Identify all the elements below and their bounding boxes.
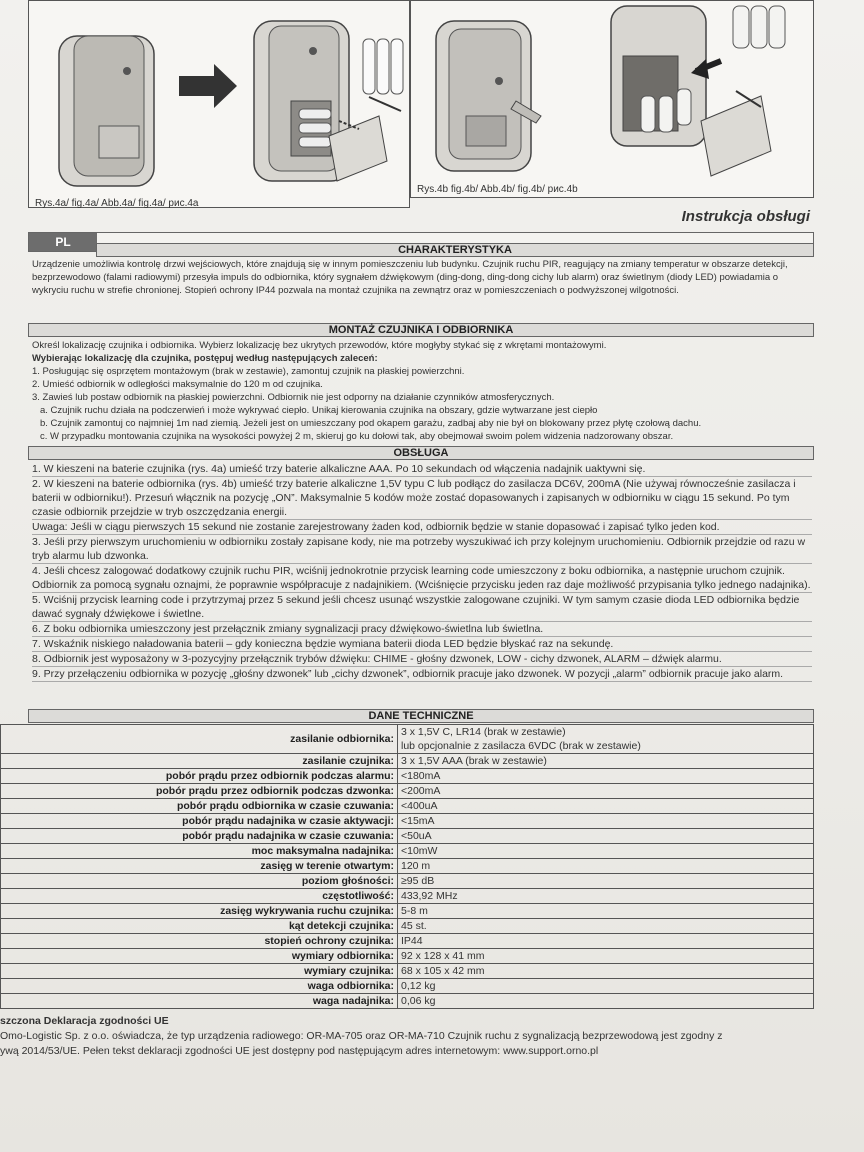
- operation-item: 2. W kieszeni na baterie odbiornika (rys. 4b) umieść trzy baterie alkaliczne 1,5V typu C lub podłącz do zasilacza DC6V, 200mA (Nie używaj równocześnie zasilacza i baterii w odbiorniku!). Przesuń włącznik na pozycję „ON”. Maksymalnie 5 kodów może zostać dopasowanych i zapisanych w odbiorniku w ciągu 15 sekund. Po tym czasie odbiornik przejdzie w tryb oszczędzania energii.: [32, 477, 812, 520]
- figure-4a-caption: Rys.4a/ fig.4a/ Abb.4a/ fig.4a/ рис.4a: [35, 198, 199, 209]
- tech-key: poziom głośności:: [1, 874, 398, 889]
- header: [28, 206, 814, 232]
- tech-row: [1, 949, 814, 964]
- mounting-heading: MONTAŻ CZUJNIKA I ODBIORNIKA: [28, 323, 814, 337]
- mounting-subitem: a. Czujnik ruchu działa na podczerwień i może wykrywać ciepło. Unikaj kierowania czujnika na obszary, gdzie wytwarzane jest ciepło: [40, 405, 598, 416]
- tech-value: IP44: [398, 934, 814, 949]
- operation-item: 8. Odbiornik jest wyposażony w 3-pozycyjny przełącznik trybów dźwięku: CHIME - głośny dzwonek, LOW - cichy dzwonek, ALARM – dźwięk alarmu.: [32, 652, 812, 667]
- tech-value: <10mW: [398, 844, 814, 859]
- mounting-subitem: c. W przypadku montowania czujnika na wysokości powyżej 2 m, skieruj go ku dołowi tak, aby obejmował swoim polem widzenia nadzorowany obszar.: [40, 431, 674, 442]
- tech-key: pobór prądu przez odbiornik podczas dzwonka:: [1, 784, 398, 799]
- tech-key: pobór prądu odbiornika w czasie czuwania:: [1, 799, 398, 814]
- tech-row: [1, 919, 814, 934]
- operation-section: [32, 462, 812, 682]
- declaration-line: Omo-Logistic Sp. z o.o. oświadcza, że typ urządzenia radiowego: OR-MA-705 oraz OR-MA-710 Czujnik ruchu z sygnalizacją bezprzewodową jest zgodny z: [0, 1030, 723, 1042]
- figure-4b-illustration: [411, 1, 815, 187]
- characteristics-text: Urządzenie umożliwia kontrolę drzwi wejściowych, które znajdują się w innym pomieszczeniu lub budynku. Czujnik ruchu PIR, reagujący na zmiany temperatur w obszarze detekcji, bezprzewodowo (falami radiowymi) przesyła impuls do odbiornika, który sygnałem dźwiękowym (ding-dong, ding-dong cichy lub alarm) oraz świetlnym (diody LED) powiadamia o wykryciu ruchu w strefie chronionej. Stopień ochrony IP44 pozwala na montaż czujnika na zewnątrz oraz w pomieszczeniach o podwyższonej wilgotności.: [32, 259, 788, 296]
- tech-value: 120 m: [398, 859, 814, 874]
- tech-row: [1, 784, 814, 799]
- tech-heading: DANE TECHNICZNE: [28, 709, 814, 723]
- tech-row: [1, 979, 814, 994]
- figure-4a-illustration: [29, 1, 411, 201]
- tech-key: zasilanie czujnika:: [1, 754, 398, 769]
- tech-row: [1, 754, 814, 769]
- operation-item: 4. Jeśli chcesz zalogować dodatkowy czujnik ruchu PIR, wciśnij jednokrotnie przycisk learning code umieszczony z boku odbiornika, a następnie uruchom czujnik. Odbiornik za pomocą sygnału oznajmi, że poprawnie współpracuje z nadajnikiem. (Wciśnięcie przycisku jeden raz daje możliwość przypisania tylko jednego nadajnika).: [32, 565, 811, 591]
- figure-4b: [410, 0, 814, 198]
- declaration-heading: szczona Deklaracja zgodności UE: [0, 1015, 169, 1027]
- language-tag: PL: [29, 233, 97, 251]
- figure-4a: [28, 0, 410, 208]
- operation-item: 7. Wskaźnik niskiego naładowania baterii – gdy konieczna będzie wymiana baterii dioda LED będzie błyskać raz na sekundę.: [32, 637, 812, 652]
- operation-item: 3. Jeśli przy pierwszym uruchomieniu w odbiorniku zostały zapisane kody, nie ma potrzeby wyszukiwać ich przy kolejnym uruchomieniu. Odbiornik przejdzie od razu w tryb alarmu lub dzwonka.: [32, 535, 812, 564]
- tech-row: [1, 904, 814, 919]
- mounting-item: 1. Posługując się osprzętem montażowym (brak w zestawie), zamontuj czujnik na płaskiej powierzchni.: [32, 366, 465, 377]
- operation-item: 6. Z boku odbiornika umieszczony jest przełącznik zmiany sygnalizacji pracy dźwiękowo-świetlna lub świetlna.: [32, 622, 812, 637]
- tech-row: [1, 814, 814, 829]
- tech-table: [0, 724, 814, 1009]
- tech-row: [1, 889, 814, 904]
- mounting-section: [32, 339, 812, 443]
- tech-value: 92 x 128 x 41 mm: [398, 949, 814, 964]
- operation-item: Uwaga: Jeśli w ciągu pierwszych 15 sekund nie zostanie zarejestrowany żaden kod, odbiornik będzie w stanie dopasować i zapisać tylko jeden kod.: [32, 520, 812, 535]
- tech-key: pobór prądu przez odbiornik podczas alarmu:: [1, 769, 398, 784]
- tech-row: [1, 725, 814, 754]
- characteristics-heading: CHARAKTERYSTYKA: [96, 243, 814, 257]
- tech-key: zasięg w terenie otwartym:: [1, 859, 398, 874]
- tech-row: [1, 994, 814, 1009]
- tech-value: <200mA: [398, 784, 814, 799]
- tech-value: 433,92 MHz: [398, 889, 814, 904]
- tech-value-line: lub opcjonalnie z zasilacza 6VDC (brak w zestawie): [401, 740, 641, 752]
- tech-value: <15mA: [398, 814, 814, 829]
- tech-key: pobór prądu nadajnika w czasie aktywacji:: [1, 814, 398, 829]
- tech-value: 5-8 m: [398, 904, 814, 919]
- tech-value: 0,12 kg: [398, 979, 814, 994]
- figure-4b-caption: Rys.4b fig.4b/ Abb.4b/ fig.4b/ рис.4b: [417, 184, 578, 195]
- mounting-bold-note: Wybierając lokalizację dla czujnika, postępuj według następujących zaleceń:: [32, 353, 378, 364]
- tech-row: [1, 934, 814, 949]
- tech-value: 0,06 kg: [398, 994, 814, 1009]
- tech-key: zasilanie odbiornika:: [1, 725, 398, 754]
- tech-row: [1, 859, 814, 874]
- mounting-subitem: b. Czujnik zamontuj co najmniej 1m nad ziemią. Jeżeli jest on umieszczany pod okapem garażu, zadbaj aby nie był on blokowany przez płytę czołową dachu.: [40, 418, 702, 429]
- operation-item: 5. Wciśnij przycisk learning code i przytrzymaj przez 5 sekund jeśli chcesz usunąć wszystkie zalogowane czujniki. W tym samym czasie dioda LED odbiornika będzie dawać sygnały dźwiękowe i świetlne.: [32, 593, 812, 622]
- tech-row: [1, 874, 814, 889]
- page-title: Instrukcja obsługi: [681, 208, 810, 225]
- tech-table-body: [1, 725, 814, 1009]
- tech-row: [1, 964, 814, 979]
- tech-key: stopień ochrony czujnika:: [1, 934, 398, 949]
- tech-value-line: 3 x 1,5V C, LR14 (brak w zestawie): [401, 726, 566, 738]
- tech-row: [1, 799, 814, 814]
- tech-value: ≥95 dB: [398, 874, 814, 889]
- declaration-line: ywą 2014/53/UE. Pełen tekst deklaracji zgodności UE jest dostępny pod następującym adres internetowym: www.support.orno.pl: [0, 1045, 599, 1057]
- operation-heading: OBSŁUGA: [28, 446, 814, 460]
- tech-row: [1, 769, 814, 784]
- tech-value: <180mA: [398, 769, 814, 784]
- tech-key: kąt detekcji czujnika:: [1, 919, 398, 934]
- operation-item: 9. Przy przełączeniu odbiornika w pozycję „głośny dzwonek” lub „cichy dzwonek”, odbiornik pracuje jako dzwonek. W pozycji „alarm” odbiornik pracuje jako alarm.: [32, 667, 812, 682]
- tech-key: częstotliwość:: [1, 889, 398, 904]
- tech-value: <50uA: [398, 829, 814, 844]
- tech-key: pobór prądu nadajnika w czasie czuwania:: [1, 829, 398, 844]
- tech-key: waga nadajnika:: [1, 994, 398, 1009]
- tech-value: 3 x 1,5V AAA (brak w zestawie): [398, 754, 814, 769]
- mounting-intro: Określ lokalizację czujnika i odbiornika. Wybierz lokalizację bez ukrytych przewodów, które mogłyby stykać się z wkrętami montażowymi.: [32, 340, 607, 351]
- operation-item: 1. W kieszeni na baterie czujnika (rys. 4a) umieść trzy baterie alkaliczne AAA. Po 10 sekundach od włączenia nadajnik uaktywni się.: [32, 462, 812, 477]
- mounting-item: 2. Umieść odbiornik w odległości maksymalnie do 120 m od czujnika.: [32, 379, 323, 390]
- tech-key: wymiary czujnika:: [1, 964, 398, 979]
- tech-row: [1, 829, 814, 844]
- tech-key: waga odbiornika:: [1, 979, 398, 994]
- tech-value: <400uA: [398, 799, 814, 814]
- tech-key: moc maksymalna nadajnika:: [1, 844, 398, 859]
- mounting-item: 3. Zawieś lub postaw odbiornik na płaskiej powierzchni. Odbiornik nie jest odporny na działanie czynników atmosferycznych.: [32, 392, 555, 403]
- tech-value: 45 st.: [398, 919, 814, 934]
- tech-key: zasięg wykrywania ruchu czujnika:: [1, 904, 398, 919]
- tech-value: [398, 725, 814, 754]
- tech-row: [1, 844, 814, 859]
- declaration: [0, 1014, 864, 1059]
- tech-value: 68 x 105 x 42 mm: [398, 964, 814, 979]
- tech-key: wymiary odbiornika:: [1, 949, 398, 964]
